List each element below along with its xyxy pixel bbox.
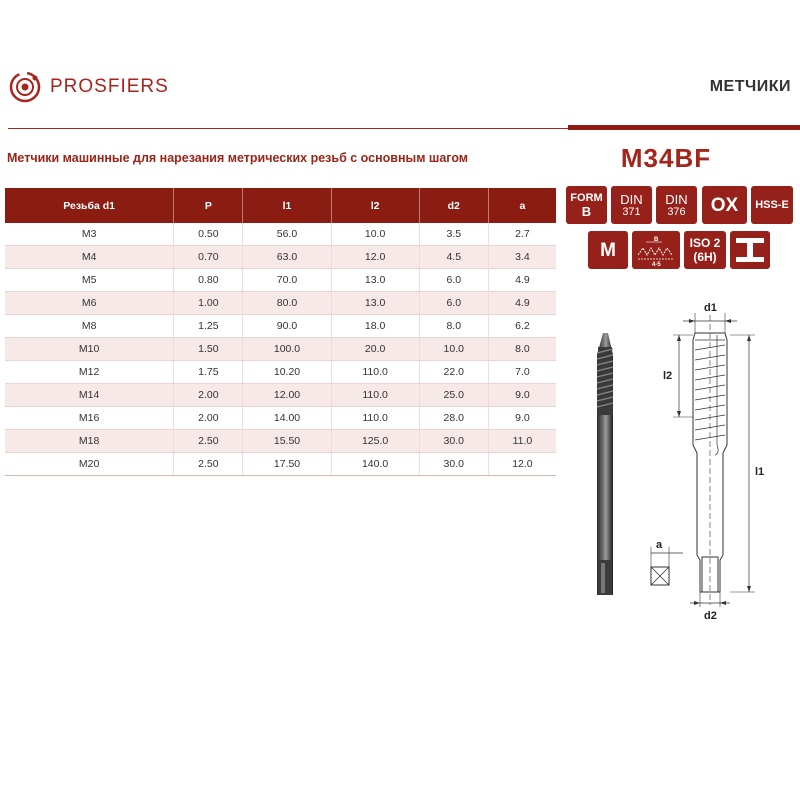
table-cell: 110.0 bbox=[331, 361, 419, 384]
table-cell: 2.50 bbox=[174, 453, 243, 476]
label-a: a bbox=[656, 539, 663, 551]
table-cell: 10.0 bbox=[331, 223, 419, 246]
table-cell: 11.0 bbox=[488, 430, 556, 453]
table-cell: 6.0 bbox=[419, 292, 488, 315]
table-cell: 90.0 bbox=[243, 315, 331, 338]
din371-badge-label: DIN bbox=[620, 191, 643, 207]
chamfer-icon bbox=[634, 233, 678, 267]
table-cell: 2.50 bbox=[174, 430, 243, 453]
table-cell: M20 bbox=[5, 453, 174, 476]
table-cell: M3 bbox=[5, 223, 174, 246]
table-cell: 20.0 bbox=[331, 338, 419, 361]
table-cell: 4.9 bbox=[488, 292, 556, 315]
din371-badge bbox=[611, 186, 652, 224]
table-row bbox=[5, 223, 556, 246]
tolerance-class-label: ISO 2 bbox=[689, 236, 721, 250]
table-cell: 63.0 bbox=[243, 246, 331, 269]
table-cell: 1.00 bbox=[174, 292, 243, 315]
tolerance-badge bbox=[684, 231, 726, 269]
tolerance-field-label: (6H) bbox=[693, 250, 717, 264]
table-cell: 3.4 bbox=[488, 246, 556, 269]
spec-table bbox=[5, 188, 556, 476]
metric-thread-label: M bbox=[600, 239, 616, 261]
header-rule-accent bbox=[568, 125, 800, 130]
ox-coating-badge bbox=[702, 186, 747, 224]
din376-badge-label: DIN bbox=[665, 191, 688, 207]
ox-coating-label: OX bbox=[710, 194, 739, 216]
table-cell: 2.00 bbox=[174, 384, 243, 407]
table-cell: 4.5 bbox=[419, 246, 488, 269]
square-shank-icon bbox=[651, 567, 669, 585]
table-cell: 6.0 bbox=[419, 269, 488, 292]
table-cell: 10.20 bbox=[243, 361, 331, 384]
table-cell: 70.0 bbox=[243, 269, 331, 292]
table-cell: 3.5 bbox=[419, 223, 488, 246]
tap-photo bbox=[597, 333, 613, 595]
table-row bbox=[5, 269, 556, 292]
model-code: M34BF bbox=[620, 143, 712, 173]
table-cell: 1.50 bbox=[174, 338, 243, 361]
table-cell: 28.0 bbox=[419, 407, 488, 430]
brand-name: PROSFIERS bbox=[50, 76, 169, 97]
table-cell: 25.0 bbox=[419, 384, 488, 407]
table-cell: 2.7 bbox=[488, 223, 556, 246]
table-cell: 18.0 bbox=[331, 315, 419, 338]
table-row bbox=[5, 292, 556, 315]
table-header-cell: a bbox=[488, 188, 556, 223]
table-cell: 0.50 bbox=[174, 223, 243, 246]
table-cell: M5 bbox=[5, 269, 174, 292]
table-cell: 80.0 bbox=[243, 292, 331, 315]
brand-logo bbox=[8, 70, 169, 104]
label-d1: d1 bbox=[704, 302, 717, 314]
table-cell: 6.2 bbox=[488, 315, 556, 338]
table-cell: 9.0 bbox=[488, 384, 556, 407]
tap-drawing bbox=[575, 295, 790, 625]
label-l1: l1 bbox=[755, 466, 765, 478]
table-cell: 1.25 bbox=[174, 315, 243, 338]
table-row bbox=[5, 384, 556, 407]
table-header-cell: d2 bbox=[419, 188, 488, 223]
chamfer-length-label: 4-5 bbox=[652, 262, 661, 267]
form-badge-value: B bbox=[581, 203, 592, 219]
table-cell: 30.0 bbox=[419, 430, 488, 453]
table-row bbox=[5, 407, 556, 430]
table-cell: 13.0 bbox=[331, 292, 419, 315]
table-header-cell: l2 bbox=[331, 188, 419, 223]
table-cell: 0.70 bbox=[174, 246, 243, 269]
table-cell: 30.0 bbox=[419, 453, 488, 476]
table-cell: M10 bbox=[5, 338, 174, 361]
table-cell: 2.00 bbox=[174, 407, 243, 430]
metric-thread-badge bbox=[588, 231, 628, 269]
table-cell: 10.0 bbox=[419, 338, 488, 361]
table-cell: 140.0 bbox=[331, 453, 419, 476]
table-cell: M8 bbox=[5, 315, 174, 338]
table-header-row bbox=[5, 188, 556, 223]
tap-outline bbox=[651, 313, 755, 607]
table-cell: M4 bbox=[5, 246, 174, 269]
feature-badges bbox=[566, 186, 800, 274]
table-cell: 8.0 bbox=[419, 315, 488, 338]
product-subtitle: Метчики машинные для нарезания метрических резьб с основным шагом bbox=[7, 151, 469, 165]
table-cell: 12.0 bbox=[331, 246, 419, 269]
table-cell: 14.00 bbox=[243, 407, 331, 430]
header-rule bbox=[8, 128, 568, 129]
table-cell: 110.0 bbox=[331, 407, 419, 430]
table-cell: 22.0 bbox=[419, 361, 488, 384]
table-cell: 56.0 bbox=[243, 223, 331, 246]
material-label: HSS-E bbox=[755, 198, 789, 211]
table-row bbox=[5, 361, 556, 384]
table-cell: 0.80 bbox=[174, 269, 243, 292]
blind-hole-icon bbox=[734, 235, 766, 265]
table-cell: 110.0 bbox=[331, 384, 419, 407]
chamfer-type-label: B bbox=[654, 237, 659, 243]
table-row bbox=[5, 338, 556, 361]
table-cell: M12 bbox=[5, 361, 174, 384]
table-cell: 17.50 bbox=[243, 453, 331, 476]
table-header-cell: l1 bbox=[243, 188, 331, 223]
table-row bbox=[5, 430, 556, 453]
material-badge bbox=[751, 186, 793, 224]
table-row bbox=[5, 246, 556, 269]
form-badge bbox=[566, 186, 607, 224]
form-badge-label: FORM bbox=[570, 191, 603, 204]
table-row bbox=[5, 315, 556, 338]
table-cell: M16 bbox=[5, 407, 174, 430]
din376-badge bbox=[656, 186, 697, 224]
table-header-cell: Резьба d1 bbox=[5, 188, 174, 223]
label-d2: d2 bbox=[704, 610, 717, 622]
table-row bbox=[5, 453, 556, 476]
table-cell: 12.00 bbox=[243, 384, 331, 407]
table-cell: M6 bbox=[5, 292, 174, 315]
table-cell: 12.0 bbox=[488, 453, 556, 476]
table-cell: M18 bbox=[5, 430, 174, 453]
table-cell: 4.9 bbox=[488, 269, 556, 292]
page-category: МЕТЧИКИ bbox=[709, 78, 791, 95]
table-header-cell: P bbox=[174, 188, 243, 223]
table-cell: 8.0 bbox=[488, 338, 556, 361]
din371-badge-value: 371 bbox=[622, 205, 641, 218]
table-cell: 100.0 bbox=[243, 338, 331, 361]
table-cell: M14 bbox=[5, 384, 174, 407]
table-cell: 1.75 bbox=[174, 361, 243, 384]
dimension-arrows bbox=[677, 319, 751, 605]
din376-badge-value: 376 bbox=[667, 205, 686, 218]
blind-hole-badge bbox=[730, 231, 770, 269]
label-l2: l2 bbox=[663, 370, 673, 382]
table-cell: 9.0 bbox=[488, 407, 556, 430]
chamfer-badge bbox=[632, 231, 680, 269]
table-cell: 125.0 bbox=[331, 430, 419, 453]
table-cell: 7.0 bbox=[488, 361, 556, 384]
logo-icon bbox=[8, 70, 42, 104]
table-cell: 15.50 bbox=[243, 430, 331, 453]
table-cell: 13.0 bbox=[331, 269, 419, 292]
